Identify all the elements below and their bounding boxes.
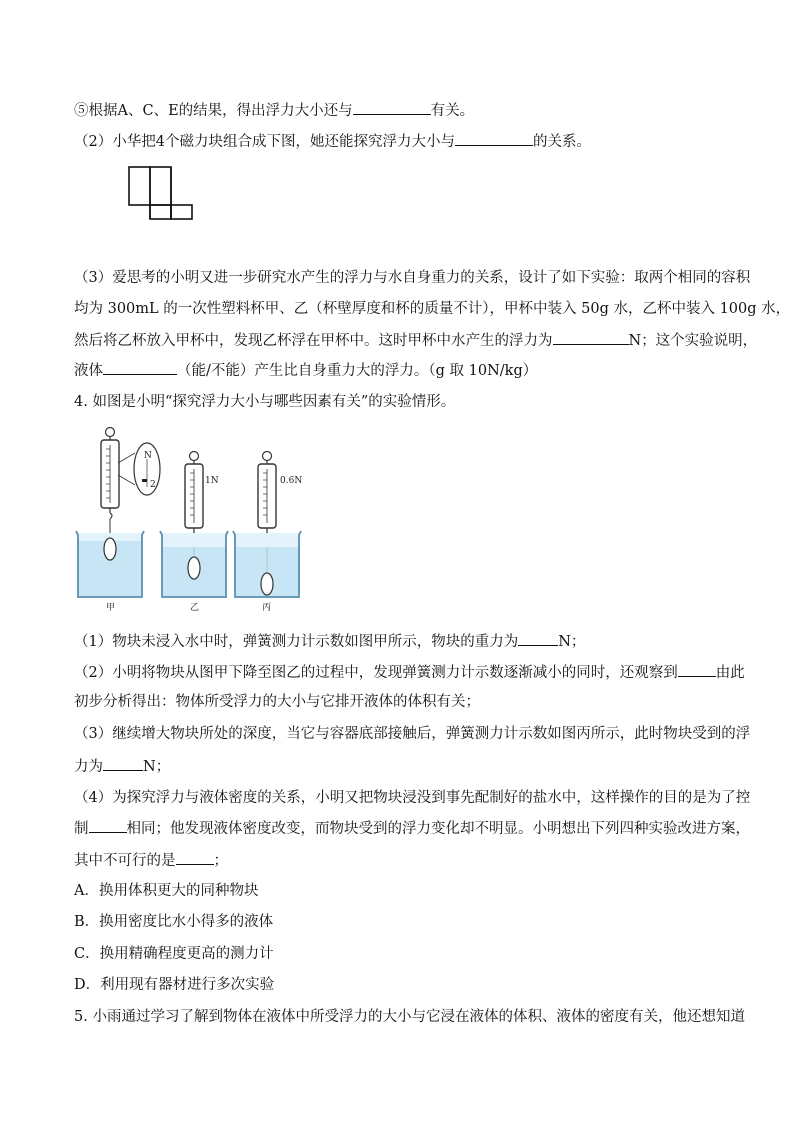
option-d[interactable] xyxy=(74,975,274,995)
text: N； xyxy=(558,634,586,650)
beaker-jia xyxy=(76,531,144,597)
q4-stem xyxy=(74,392,455,412)
text: （4）为探究浮力与液体密度的关系，小明又把物块浸没到事先配制好的盐水中，这样操作的目的是为了控 xyxy=(74,790,751,806)
q4-part3-line2 xyxy=(74,756,170,777)
reading-yi: 1N xyxy=(205,476,219,486)
text: 液体 xyxy=(74,363,103,379)
magnetic-blocks-figure xyxy=(128,166,194,220)
q4-part4-line3 xyxy=(74,850,228,871)
answer-blank[interactable] xyxy=(518,631,558,646)
q4-part1 xyxy=(74,631,585,652)
text: （1）物块未浸入水中时，弹簧测力计示数如图甲所示，物块的重力为 xyxy=(74,634,519,650)
text: ； xyxy=(213,853,228,869)
q3-part3-line1 xyxy=(74,268,750,288)
answer-blank[interactable] xyxy=(455,131,533,146)
beaker-yi xyxy=(160,531,228,597)
q5-stem xyxy=(74,1007,745,1027)
answer-blank[interactable] xyxy=(353,100,431,115)
answer-blank[interactable] xyxy=(678,662,716,677)
q3-part3-line2 xyxy=(74,299,790,319)
q3-part3-line4 xyxy=(74,360,537,381)
option-a[interactable] xyxy=(74,881,258,901)
reading-bing: 0.6N xyxy=(280,476,303,486)
q4-part4-line1 xyxy=(74,788,750,808)
beaker-bing xyxy=(233,531,301,597)
text: 由此 xyxy=(715,665,745,681)
text: 制 xyxy=(74,821,89,837)
text: ⑤根据A、C、E的结果，得出浮力大小还与 xyxy=(74,103,353,119)
text: 均为 300mL 的一次性塑料杯甲、乙（杯壁厚度和杯的质量不计），甲杯中装入 50g 水，乙杯中装入 100g 水， xyxy=(74,301,791,317)
q4-part2-line2 xyxy=(74,692,480,712)
text: D．利用现有器材进行多次实验 xyxy=(74,977,275,993)
answer-blank[interactable] xyxy=(553,330,629,345)
text: （能/不能）产生比自身重力大的浮力。（g 取 10N/kg） xyxy=(177,363,538,379)
text: （3）继续增大物块所处的深度，当它与容器底部接触后，弹簧测力计示数如图丙所示，此时物块受到的浮 xyxy=(74,726,751,742)
text: 其中不可行的是 xyxy=(74,853,176,869)
zoom-unit-label: N xyxy=(144,451,152,461)
q4-part3-line1 xyxy=(74,724,750,744)
text: （2）小华把4个磁力块组合成下图，她还能探究浮力大小与 xyxy=(74,134,455,150)
spring-scale-experiment-figure xyxy=(74,425,314,615)
text: N； xyxy=(143,759,171,775)
text: 然后将乙杯放入甲杯中，发现乙杯浮在甲杯中。这时甲杯中水产生的浮力为 xyxy=(74,333,553,349)
text: 初步分析得出：物体所受浮力的大小与它排开液体的体积有关； xyxy=(74,694,480,710)
text: （3）爱思考的小明又进一步研究水产生的浮力与水自身重力的关系，设计了如下实验：取两个相同的容积 xyxy=(74,270,751,286)
option-c[interactable] xyxy=(74,944,274,964)
text: （2）小明将物块从图甲下降至图乙的过程中，发现弹簧测力计示数逐渐减小的同时，还观察到 xyxy=(74,665,678,681)
label-jia: 甲 xyxy=(106,603,116,613)
text: A．换用体积更大的同种物块 xyxy=(74,883,259,899)
zoom-value-label: 2 xyxy=(150,480,156,490)
text: 相同；他发现液体密度改变，而物块受到的浮力变化却不明显。小明想出下列四种实验改进方案， xyxy=(126,821,750,837)
text: 有关。 xyxy=(430,103,475,119)
q3-part3-line3 xyxy=(74,330,757,351)
text: 4. 如图是小明“探究浮力大小与哪些因素有关”的实验情形。 xyxy=(74,394,456,410)
text: N；这个实验说明， xyxy=(628,333,758,349)
text: C．换用精确程度更高的测力计 xyxy=(74,946,274,962)
answer-blank[interactable] xyxy=(176,850,214,865)
q3-conclusion-line xyxy=(74,100,474,121)
q4-part4-line2 xyxy=(74,818,750,839)
answer-blank[interactable] xyxy=(103,360,177,375)
option-b[interactable] xyxy=(74,912,273,932)
answer-blank[interactable] xyxy=(103,756,143,771)
label-yi: 乙 xyxy=(190,603,200,613)
text: B．换用密度比水小得多的液体 xyxy=(74,914,274,930)
answer-blank[interactable] xyxy=(89,818,127,833)
q3-part2-line xyxy=(74,131,591,152)
text: 5. 小雨通过学习了解到物体在液体中所受浮力的大小与它浸在液体的体积、液体的密度有关，他还想知道 xyxy=(74,1009,745,1025)
text: 力为 xyxy=(74,759,103,775)
label-bing: 丙 xyxy=(262,603,272,613)
q4-part2-line1 xyxy=(74,662,745,683)
text: 的关系。 xyxy=(532,134,591,150)
